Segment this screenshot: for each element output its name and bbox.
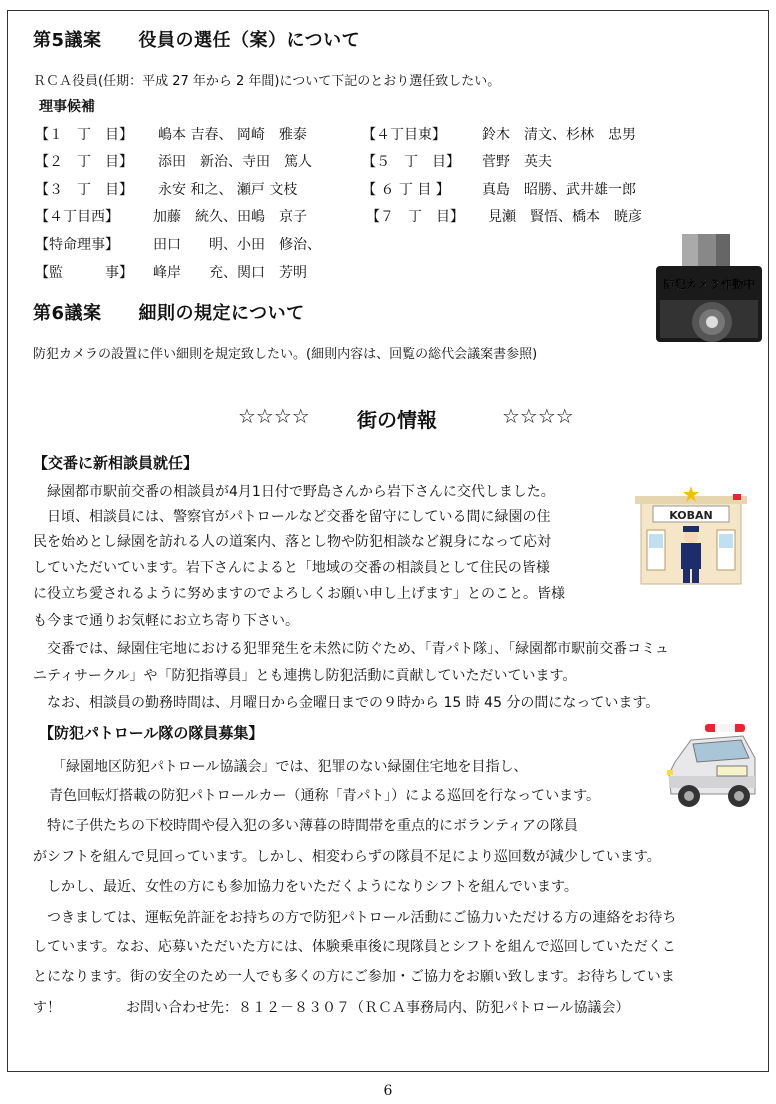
patrol-line: しかし、最近、女性の方にも参加協力をいただくようになりシフトを組んでいます。	[33, 879, 578, 895]
officer-ward: 【５ 丁 目】	[362, 154, 460, 170]
officer-ward: 【 ６ 丁 目 】	[362, 182, 450, 198]
patrol-car-image	[665, 722, 757, 812]
koban-heading: 【交番に新相談員就任】	[33, 454, 199, 472]
title-stars-left: ☆☆☆☆	[238, 404, 310, 428]
agenda6-heading: 第6議案 細則の規定について	[33, 303, 305, 324]
koban-line: なお、相談員の勤務時間は、月曜日から金曜日までの９時から 15 時 45 分の間になっています。	[33, 695, 660, 711]
koban-police-box-image	[633, 486, 749, 590]
koban-line: 交番では、緑園住宅地における犯罪発生を未然に防ぐため、「青パト隊」、「緑園都市駅前交番コミュ	[33, 641, 669, 657]
patrol-line: つきましては、運転免許証をお持ちの方で防犯パトロール活動にご協力いただける方の連絡をお待ち	[33, 910, 677, 926]
officer-names: 真島 昭勝、武井雄一郎	[482, 182, 636, 198]
officer-names: 嶋本 吉春、 岡崎 雅泰	[158, 127, 307, 143]
agenda5-heading: 第5議案 役員の選任（案）について	[33, 30, 361, 51]
koban-line: 日頃、相談員には、警察官がパトロールなど交番を留守にしている間に緑園の住	[33, 509, 551, 525]
patrol-line: 特に子供たちの下校時間や侵入犯の多い薄暮の時間帯を重点的にボランティアの隊員	[47, 818, 578, 834]
officer-ward: 【監 事】	[35, 265, 133, 281]
contact-info: お問い合わせ先：８１２－８３０７（ＲＣＡ事務局内、防犯パトロール協議会）	[126, 1000, 630, 1016]
koban-line: していただいています。岩下さんによると「地域の交番の相談員として住民の皆様	[33, 560, 550, 576]
officer-names: 永安 和之、 瀬戸 文枝	[158, 182, 298, 198]
officer-ward: 【２ 丁 目】	[35, 154, 133, 170]
officer-names: 見瀬 賢悟、橋本 暁彦	[488, 209, 642, 225]
security-camera-image	[654, 232, 764, 344]
town-info-title: 街の情報	[357, 408, 437, 432]
officer-names: 鈴木 清文、杉林 忠男	[482, 127, 636, 143]
officer-names: 菅野 英夫	[482, 154, 552, 170]
patrol-line: 青色回転灯搭載の防犯パトロールカー（通称「青パト」）による巡回を行なっています。	[49, 788, 601, 804]
patrol-line: がシフトを組んで見回っています。しかし、相変わらずの隊員不足により巡回数が減少しています。	[33, 849, 661, 865]
camera-sign-text: 防犯カメラ作動中	[663, 277, 755, 291]
koban-line: ニティサークル」や「防犯指導員」とも連携し防犯活動に貢献していただいています。	[33, 668, 577, 684]
officer-ward: 【３ 丁 目】	[35, 182, 133, 198]
koban-sign-text: KOBAN	[669, 509, 713, 522]
patrol-heading: 【防犯パトロール隊の隊員募集】	[39, 724, 264, 742]
officer-ward: 【１ 丁 目】	[35, 127, 133, 143]
officer-ward: 【４丁目東】	[362, 127, 446, 143]
koban-line: 緑園都市駅前交番の相談員が4月1日付で野島さんから岩下さんに交代しました。	[33, 484, 555, 500]
koban-line: に役立ち愛されるように努めますのでよろしくお願い申し上げます」とのこと。皆様	[33, 586, 565, 602]
officer-ward: 【７ 丁 目】	[366, 209, 464, 225]
page-number: 6	[383, 1083, 393, 1099]
agenda6-text: 防犯カメラの設置に伴い細則を規定致したい。(細則内容は、回覧の総代会議案書参照)	[33, 347, 538, 362]
agenda5-intro: ＲＣＡ役員(任期：平成 27 年から 2 年間)について下記のとおり選任致したい。	[33, 74, 501, 89]
officer-ward: 【特命理事】	[35, 237, 119, 253]
koban-line: 民を始めとし緑園を訪れる人の道案内、落とし物や防犯相談など親身になって応対	[33, 534, 551, 550]
officer-ward: 【４丁目西】	[35, 209, 119, 225]
title-stars-right: ☆☆☆☆	[502, 404, 574, 428]
patrol-line: しています。なお、応募いただいた方には、体験乗車後に現隊員とシフトを組んで巡回していただくこ	[33, 939, 676, 955]
patrol-last-line-start: す！	[33, 1000, 61, 1016]
officer-names: 添田 新治、寺田 篤人	[158, 154, 312, 170]
koban-line: も今まで通りお気軽にお立ち寄り下さい。	[33, 613, 299, 629]
officer-names: 田口 明、小田 修治、	[153, 237, 321, 253]
officer-names: 加藤 統久、田嶋 京子	[153, 209, 307, 225]
patrol-line: 「緑園地区防犯パトロール協議会」では、犯罪のない緑園住宅地を目指し、	[52, 759, 528, 775]
officer-names: 峰岸 充、関口 芳明	[153, 265, 307, 281]
patrol-line: とになります。街の安全のため一人でも多くの方にご参加・ご協力をお願い致します。お待ちしていま	[33, 969, 675, 985]
candidates-label: 理事候補	[39, 99, 95, 115]
